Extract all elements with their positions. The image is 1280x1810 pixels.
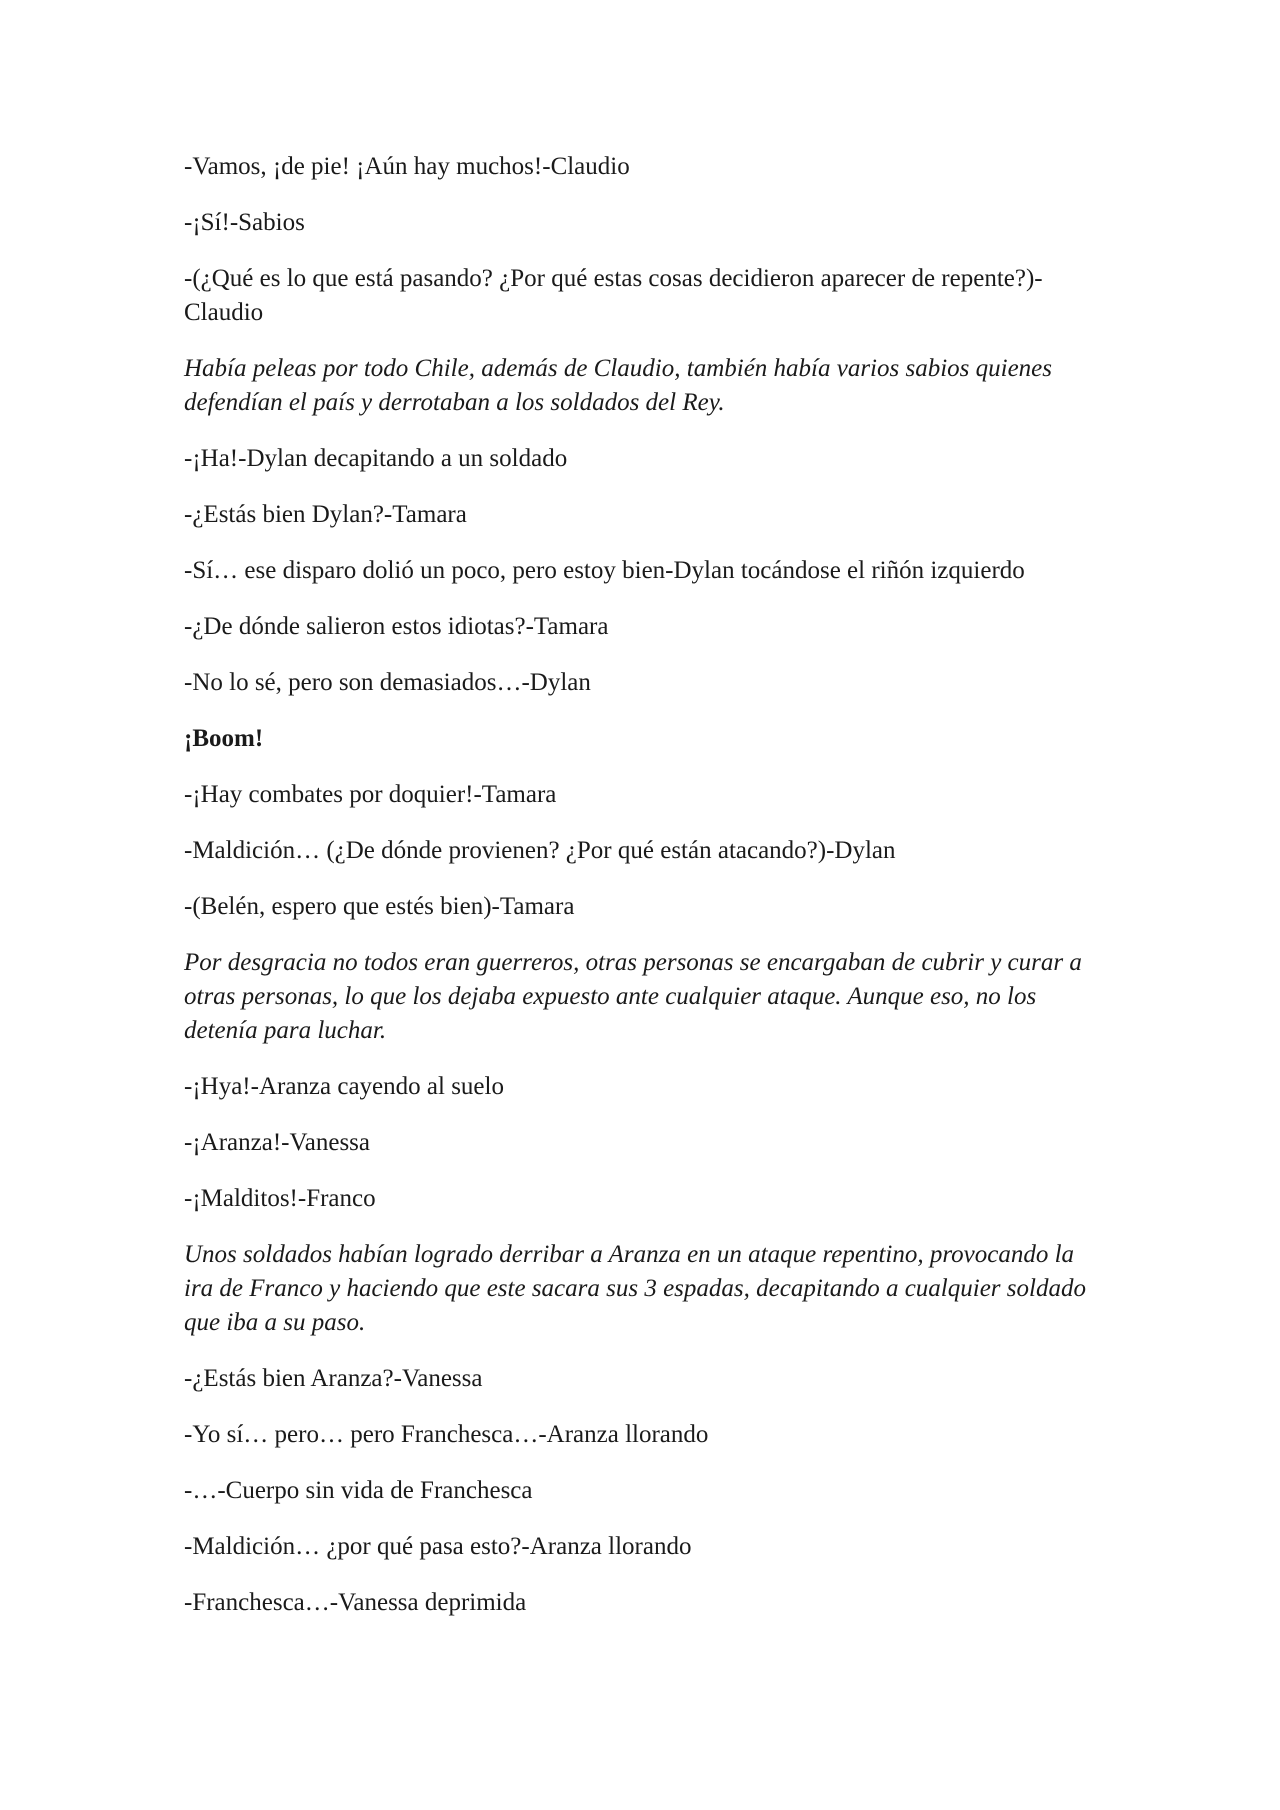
- dialogue-line: -¿Estás bien Dylan?-Tamara: [184, 501, 467, 528]
- dialogue-line: -…-Cuerpo sin vida de Franchesca: [184, 1477, 533, 1504]
- dialogue-line: -¡Sí!-Sabios: [184, 209, 305, 236]
- dialogue-line: -Franchesca…-Vanessa deprimida: [184, 1589, 527, 1616]
- dialogue-line: -Maldición… ¿por qué pasa esto?-Aranza llorando: [184, 1533, 692, 1560]
- dialogue-line: -¡Malditos!-Franco: [184, 1185, 376, 1212]
- narration-paragraph: Había peleas por todo Chile, además de Claudio, también había varios sabios quienes defendían el país y derrotaban a los soldados del Rey.: [184, 355, 1053, 416]
- dialogue-line: -¿De dónde salieron estos idiotas?-Tamara: [184, 613, 609, 640]
- narration-paragraph: Por desgracia no todos eran guerreros, otras personas se encargaban de cubrir y curar a otras personas, lo que los dejaba expuesto ante cualquier ataque. Aunque eso, no los detenía para luchar.: [184, 949, 1082, 1044]
- dialogue-line: -¡Aranza!-Vanessa: [184, 1129, 370, 1156]
- dialogue-line: -¿Estás bien Aranza?-Vanessa: [184, 1365, 483, 1392]
- dialogue-line: -No lo sé, pero son demasiados…-Dylan: [184, 669, 591, 696]
- dialogue-line: -¡Hya!-Aranza cayendo al suelo: [184, 1073, 504, 1100]
- dialogue-line: -¡Hay combates por doquier!-Tamara: [184, 781, 557, 808]
- sound-effect: ¡Boom!: [184, 725, 264, 752]
- dialogue-line: -Sí… ese disparo dolió un poco, pero estoy bien-Dylan tocándose el riñón izquierdo: [184, 557, 1025, 584]
- dialogue-line: -Maldición… (¿De dónde provienen? ¿Por qué están atacando?)-Dylan: [184, 837, 896, 864]
- dialogue-line: -¡Ha!-Dylan decapitando a un soldado: [184, 445, 568, 472]
- dialogue-line: -Yo sí… pero… pero Franchesca…-Aranza llorando: [184, 1421, 709, 1448]
- dialogue-line: -(Belén, espero que estés bien)-Tamara: [184, 893, 575, 920]
- narration-paragraph: Unos soldados habían logrado derribar a Aranza en un ataque repentino, provocando la ira de Franco y haciendo que este sacara sus 3 espadas, decapitando a cualquier soldado que iba a su paso.: [184, 1241, 1086, 1336]
- document-body: [184, 150, 1104, 1642]
- dialogue-line: -(¿Qué es lo que está pasando? ¿Por qué estas cosas decidieron aparecer de repente?)-Claudio: [184, 265, 1043, 326]
- dialogue-line: -Vamos, ¡de pie! ¡Aún hay muchos!-Claudio: [184, 153, 630, 180]
